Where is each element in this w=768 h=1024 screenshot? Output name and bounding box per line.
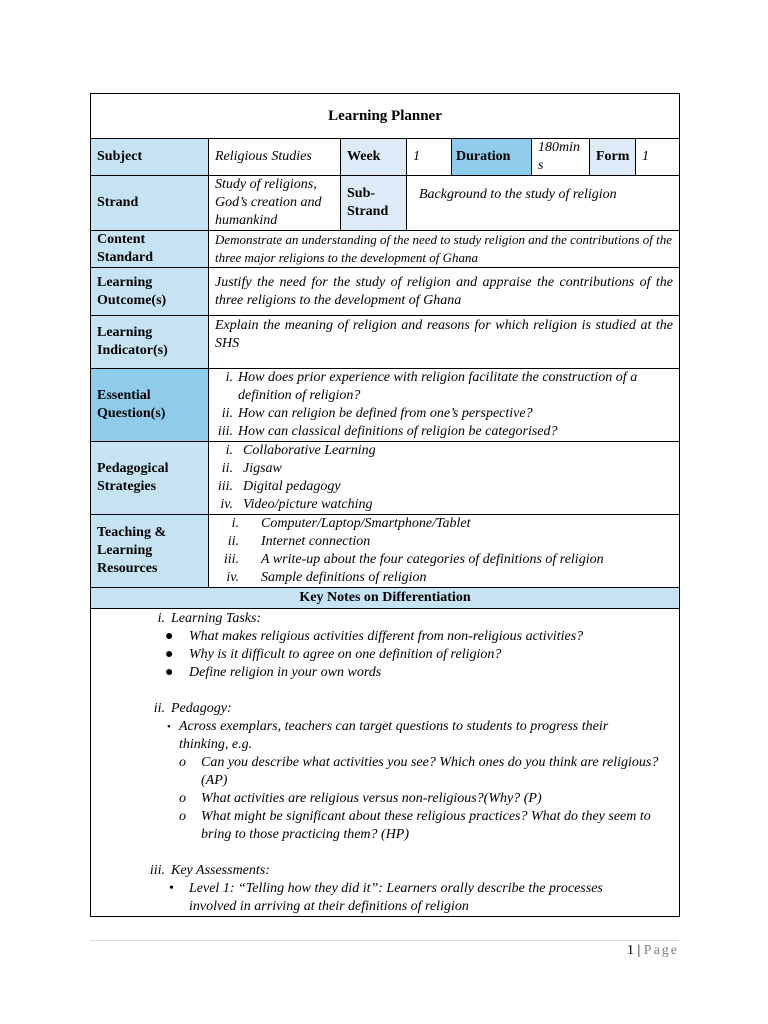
learning-tasks-section (97, 610, 673, 628)
essential-questions-list (215, 369, 673, 441)
week-value: 1 (407, 139, 452, 176)
learning-planner-table (90, 93, 680, 917)
pedagogy-section (97, 700, 673, 718)
section-number: i. (157, 611, 165, 626)
list-item: i. How does prior experience with religion facilitate the construction of a definition of religion? (225, 370, 638, 403)
footer-divider (90, 940, 679, 941)
form-value: 1 (636, 139, 680, 176)
planner-title: Learning Planner (91, 94, 680, 139)
essential-questions-label-line1: Essential (97, 388, 151, 403)
list-item: ii. Jigsaw (221, 461, 282, 476)
list-item: o What might be significant about these religious practices? What do they seem to bring to those practicing them? (HP) (179, 809, 651, 842)
subject-value: Religious Studies (209, 139, 341, 176)
list-item: iii. How can classical definitions of religion be categorised? (217, 424, 558, 439)
strand-value-line: humankind (215, 213, 278, 228)
duration-value (532, 139, 590, 176)
duration-value-line2: s (538, 158, 544, 173)
duration-label: Duration (452, 139, 532, 176)
learning-planner-page (90, 93, 679, 917)
resources-label-line2: Learning (97, 543, 153, 558)
list-item: iii. Digital pedagogy (217, 479, 341, 494)
list-item: ● Why is it difficult to agree on one definition of religion? (165, 647, 502, 662)
sub-strand-label-line2: Strand (347, 204, 389, 219)
subject-label: Subject (91, 139, 209, 176)
strand-value-line: God’s creation and (215, 195, 322, 210)
sub-strand-label-line1: Sub- (347, 186, 376, 201)
key-assessments-section (97, 862, 673, 880)
resources-label-line1: Teaching & (97, 525, 167, 540)
list-item: i. Computer/Laptop/Smartphone/Tablet (231, 516, 471, 531)
list-item: iv. Sample definitions of religion (226, 570, 427, 585)
list-item: i. Collaborative Learning (225, 443, 376, 458)
learning-outcome-value: Justify the need for the study of religion and appraise the contributions of the three religions to the development of Ghana (209, 268, 680, 316)
content-standard-label-line1: Content (97, 232, 146, 247)
learning-indicator-label-line1: Learning (97, 325, 153, 340)
pedagogical-strategies-cell (209, 442, 680, 515)
list-item: ● Define religion in your own words (165, 665, 382, 680)
content-standard-label-line2: Standard (97, 250, 154, 265)
differentiation-header: Key Notes on Differentiation (91, 588, 680, 609)
learning-outcome-label-line1: Learning (97, 274, 153, 290)
resources-label (91, 515, 209, 588)
learning-indicator-label (91, 316, 209, 369)
section-number: iii. (149, 863, 165, 878)
section-title: Key Assessments: (171, 863, 270, 878)
list-item: iv. Video/picture watching (220, 497, 373, 512)
pedagogical-strategies-label (91, 442, 209, 515)
list-item: o What activities are religious versus non-religious?(Why? (P) (179, 791, 542, 806)
content-standard-value: Demonstrate an understanding of the need to study religion and the contributions of the three major religions to the development of Ghana (209, 231, 680, 268)
section-title: Learning Tasks: (171, 611, 262, 626)
learning-outcome-label (91, 268, 209, 316)
list-item: ● What makes religious activities different from non-religious activities? (165, 629, 584, 644)
learning-indicator-label-line2: Indicator(s) (97, 343, 168, 358)
list-item: • Level 1: “Telling how they did it”: Learners orally describe the processes involved in arriving at their definitions of religion (169, 881, 603, 914)
resources-cell (209, 515, 680, 588)
pedagogical-strategies-list (215, 442, 673, 514)
resources-label-line3: Resources (97, 561, 158, 576)
section-title: Pedagogy: (171, 701, 232, 716)
page-footer (627, 943, 679, 959)
pedagogical-strategies-label-line1: Pedagogical (97, 461, 169, 476)
strand-value-line: Study of religions, (215, 177, 317, 192)
page-separator: | (633, 943, 644, 958)
page-number: 1 (626, 943, 634, 958)
list-item: iii. A write-up about the four categories of definitions of religion (223, 552, 604, 567)
strand-label: Strand (91, 176, 209, 231)
list-item: ii. How can religion be defined from one’s perspective? (221, 406, 533, 421)
learning-outcome-label-line2: Outcome(s) (97, 292, 167, 308)
page-word: Page (643, 943, 679, 958)
sub-strand-label (341, 176, 407, 231)
essential-questions-label-line2: Question(s) (97, 406, 166, 421)
duration-value-line1: 180min (538, 140, 580, 155)
essential-questions-label (91, 369, 209, 442)
resources-list (215, 515, 673, 587)
list-item: • Across exemplars, teachers can target questions to students to progress their thinking, e.g. (167, 719, 609, 752)
list-item: o Can you describe what activities you see? Which ones do you think are religious? (AP) (179, 755, 659, 788)
learning-indicator-value: Explain the meaning of religion and reasons for which religion is studied at the SHS (209, 316, 680, 369)
content-standard-label (91, 231, 209, 268)
pedagogical-strategies-label-line2: Strategies (97, 479, 157, 494)
differentiation-notes (91, 609, 680, 917)
strand-value (209, 176, 341, 231)
form-label: Form (590, 139, 636, 176)
section-number: ii. (153, 701, 165, 716)
week-label: Week (341, 139, 407, 176)
list-item: ii. Internet connection (227, 534, 371, 549)
sub-strand-value: Background to the study of religion (407, 176, 680, 231)
essential-questions-cell (209, 369, 680, 442)
